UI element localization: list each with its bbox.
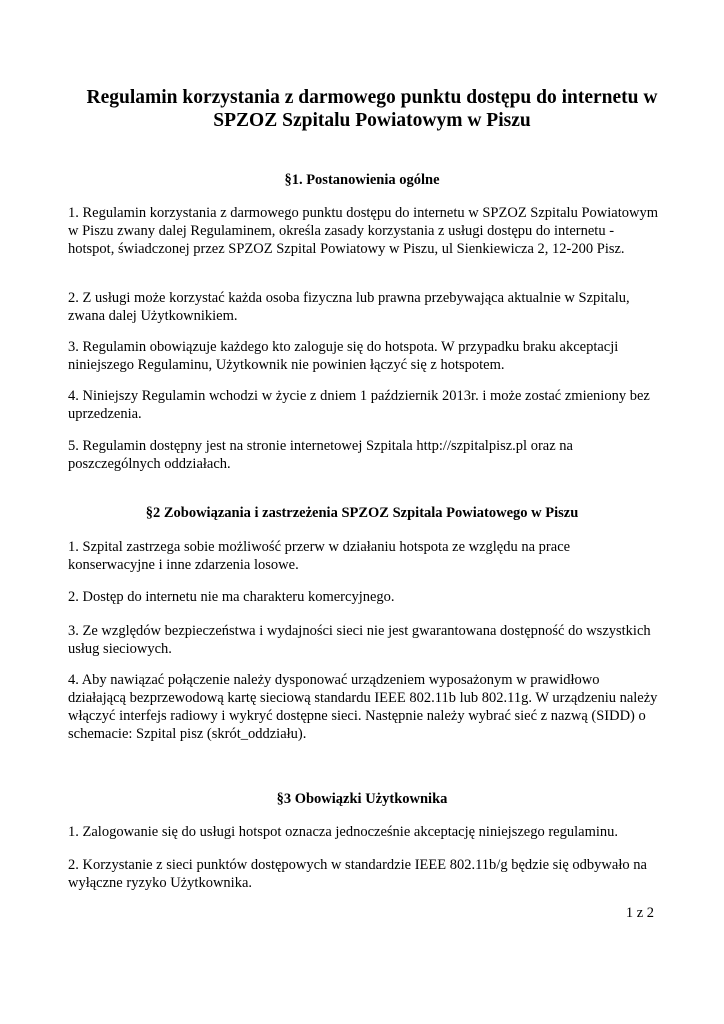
document-title-line-1: Regulamin korzystania z darmowego punktu dostępu do internetu w [86, 87, 658, 108]
page-number: 1 z 2 [625, 905, 654, 921]
section-1-paragraph-3: 3. Regulamin obowiązuje każdego kto zaloguje się do hotspota. W przypadku braku akceptacji niniejszego Regulaminu, Użytkownik nie powinien łączyć się z hotspotem. [68, 339, 619, 373]
section-1-paragraph-1: 1. Regulamin korzystania z darmowego punktu dostępu do internetu w SPZOZ Szpitalu Powiatowym w Piszu zwany dalej Regulaminem, określa zasady korzystania z usługi dostępu do internetu - hotspot, świadczonej przez SPZOZ Szpital Powiatowy w Piszu, ul Sienkiewicza 2, 12-200 Pisz. [68, 205, 658, 257]
section-3-paragraph-1: 1. Zalogowanie się do usługi hotspot oznacza jednocześnie akceptację niniejszego regulaminu. [68, 824, 619, 840]
section-2-paragraph-1: 1. Szpital zastrzega sobie możliwość przerw w działaniu hotspota ze względu na prace konserwacyjne i inne zdarzenia losowe. [68, 539, 571, 573]
section-1-paragraph-5: 5. Regulamin dostępny jest na stronie internetowej Szpitala http://szpitalpisz.pl oraz na poszczególnych oddziałach. [68, 438, 573, 472]
section-2-heading: §2 Zobowiązania i zastrzeżenia SPZOZ Szpitala Powiatowego w Piszu [145, 505, 579, 521]
section-1-paragraph-4: 4. Niniejszy Regulamin wchodzi w życie z dniem 1 październik 2013r. i może zostać zmieniony bez uprzedzenia. [68, 388, 650, 422]
section-3-heading: §3 Obowiązki Użytkownika [276, 791, 448, 807]
document-title [60, 86, 684, 132]
section-2-paragraph-2: 2. Dostęp do internetu nie ma charakteru komercyjnego. [68, 589, 395, 605]
section-1-heading: §1. Postanowienia ogólne [284, 172, 440, 188]
section-2-paragraph-4: 4. Aby nawiązać połączenie należy dysponować urządzeniem wyposażonym w prawidłowo działającą bezprzewodową kartę sieciową standardu IEEE 802.11b lub 802.11g. W urządzeniu należy włączyć interfejs radiowy i wykryć dostępne sieci. Następnie należy wybrać sieć z nazwą (SIDD) o schemacie: Szpital pisz (skrót_oddziału). [68, 672, 658, 742]
section-1-paragraph-2: 2. Z usługi może korzystać każda osoba fizyczna lub prawna przebywająca aktualnie w Szpitalu, zwana dalej Użytkownikiem. [68, 290, 630, 324]
document-title-line-2: SPZOZ Szpitalu Powiatowym w Piszu [213, 110, 531, 131]
section-2-paragraph-3: 3. Ze względów bezpieczeństwa i wydajności sieci nie jest gwarantowana dostępność do wszystkich usług sieciowych. [68, 623, 651, 657]
section-3-paragraph-2: 2. Korzystanie z sieci punktów dostępowych w standardzie IEEE 802.11b/g będzie się odbywało na wyłączne ryzyko Użytkownika. [68, 857, 647, 891]
